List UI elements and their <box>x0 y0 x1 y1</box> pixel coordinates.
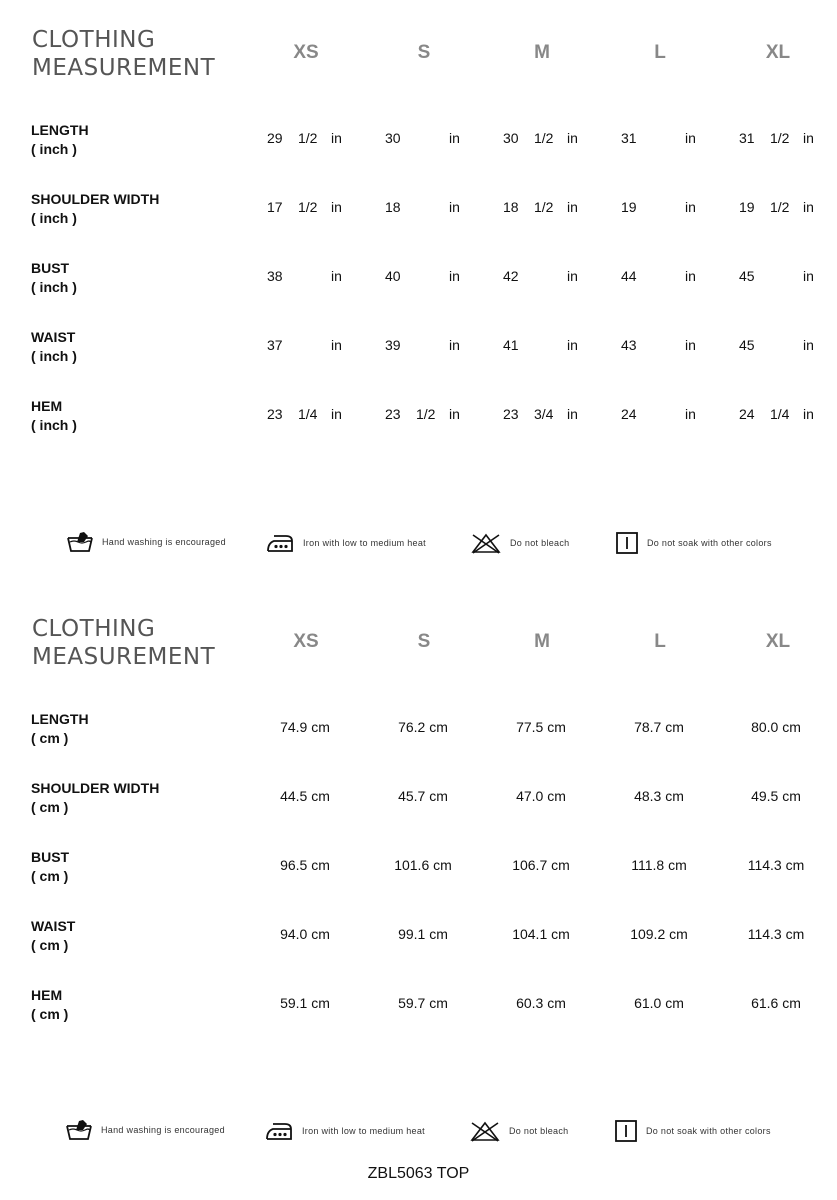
inch-value-whole: 42 <box>503 268 519 284</box>
cm-value: 78.7 cm <box>634 719 684 735</box>
inch-unit: in <box>803 199 814 215</box>
inch-value-whole: 24 <box>739 406 755 422</box>
inch-value-whole: 24 <box>621 406 637 422</box>
cm-value: 114.3 cm <box>747 857 805 873</box>
cm-value: 80.0 cm <box>751 719 801 735</box>
inch-value-whole: 30 <box>385 130 401 146</box>
care-item-no-bleach: Do not bleach <box>469 1120 568 1142</box>
cm-value: 106.7 cm <box>512 857 570 873</box>
size-header-l: L <box>654 42 666 63</box>
cm-value: 94.0 cm <box>280 926 330 942</box>
row-label-hem: HEM ( inch ) <box>31 398 77 433</box>
inch-value-whole: 43 <box>621 337 637 353</box>
inch-value-whole: 41 <box>503 337 519 353</box>
inch-unit: in <box>449 130 460 146</box>
inch-value-whole: 45 <box>739 337 755 353</box>
care-item-no-soak: Do not soak with other colors <box>614 1119 771 1143</box>
cm-value: 101.6 cm <box>394 857 452 873</box>
inch-unit: in <box>685 337 696 353</box>
section-title: CLOTHING MEASUREMENT <box>32 616 216 670</box>
size-header-xl: XL <box>765 42 791 63</box>
iron-icon <box>265 532 295 554</box>
size-header-s: S <box>417 631 431 652</box>
inch-value-whole: 45 <box>739 268 755 284</box>
cm-value: 48.3 cm <box>634 788 684 804</box>
inch-unit: in <box>567 130 578 146</box>
inch-unit: in <box>685 268 696 284</box>
hand-wash-icon <box>65 1118 93 1142</box>
inch-value-fraction: 1/2 <box>416 406 436 422</box>
inch-unit: in <box>567 199 578 215</box>
inch-unit: in <box>567 337 578 353</box>
row-label-waist: WAIST ( cm ) <box>31 918 76 953</box>
row-label-shoulder-width: SHOULDER WIDTH ( inch ) <box>31 191 160 226</box>
inch-unit: in <box>685 199 696 215</box>
care-item-iron: Iron with low to medium heat <box>264 1120 425 1142</box>
size-header-xl: XL <box>765 631 791 652</box>
inch-value-fraction: 1/2 <box>534 199 554 215</box>
section-title: CLOTHING MEASUREMENT <box>32 27 216 81</box>
row-label-length: LENGTH ( inch ) <box>31 122 89 157</box>
inch-value-whole: 23 <box>385 406 401 422</box>
inch-value-whole: 23 <box>267 406 283 422</box>
care-item-no-soak: Do not soak with other colors <box>615 531 772 555</box>
cm-value: 61.6 cm <box>751 995 801 1011</box>
inch-value-whole: 39 <box>385 337 401 353</box>
cm-value: 109.2 cm <box>630 926 688 942</box>
inch-value-whole: 19 <box>621 199 637 215</box>
row-label-length: LENGTH ( cm ) <box>31 711 89 746</box>
no-bleach-icon <box>469 1120 501 1142</box>
inch-value-fraction: 1/4 <box>298 406 318 422</box>
size-header-m: M <box>534 42 550 63</box>
inch-unit: in <box>449 268 460 284</box>
product-code: ZBL5063 TOP <box>367 1165 470 1182</box>
inch-value-whole: 30 <box>503 130 519 146</box>
care-item-iron: Iron with low to medium heat <box>265 532 426 554</box>
row-label-hem: HEM ( cm ) <box>31 987 69 1022</box>
cm-value: 59.1 cm <box>280 995 330 1011</box>
row-label-shoulder-width: SHOULDER WIDTH ( cm ) <box>31 780 160 815</box>
row-label-waist: WAIST ( inch ) <box>31 329 77 364</box>
inch-unit: in <box>803 130 814 146</box>
no-bleach-icon <box>470 532 502 554</box>
size-header-m: M <box>534 631 550 652</box>
cm-value: 44.5 cm <box>280 788 330 804</box>
size-header-xs: XS <box>293 631 319 652</box>
cm-value: 74.9 cm <box>280 719 330 735</box>
cm-value: 99.1 cm <box>398 926 448 942</box>
inch-unit: in <box>331 130 342 146</box>
cm-value: 114.3 cm <box>747 926 805 942</box>
hand-wash-icon <box>66 530 94 554</box>
cm-value: 77.5 cm <box>516 719 566 735</box>
inch-unit: in <box>331 199 342 215</box>
inch-value-fraction: 1/2 <box>534 130 554 146</box>
no-soak-icon <box>615 531 639 555</box>
inch-value-whole: 40 <box>385 268 401 284</box>
inch-unit: in <box>685 406 696 422</box>
inch-value-whole: 31 <box>621 130 637 146</box>
cm-value: 61.0 cm <box>634 995 684 1011</box>
inch-unit: in <box>331 268 342 284</box>
inch-value-fraction: 1/2 <box>298 130 318 146</box>
care-item-hand-wash: Hand washing is encouraged <box>65 1118 225 1142</box>
inch-unit: in <box>803 406 814 422</box>
inch-unit: in <box>331 337 342 353</box>
cm-value: 111.8 cm <box>631 857 687 873</box>
inch-value-fraction: 3/4 <box>534 406 554 422</box>
inch-unit: in <box>331 406 342 422</box>
inch-value-whole: 23 <box>503 406 519 422</box>
inch-unit: in <box>449 337 460 353</box>
cm-value: 47.0 cm <box>516 788 566 804</box>
cm-value: 76.2 cm <box>398 719 448 735</box>
inch-unit: in <box>449 406 460 422</box>
inch-unit: in <box>803 268 814 284</box>
cm-value: 59.7 cm <box>398 995 448 1011</box>
cm-value: 45.7 cm <box>398 788 448 804</box>
inch-value-fraction: 1/2 <box>770 130 790 146</box>
inch-value-whole: 18 <box>385 199 401 215</box>
no-soak-icon <box>614 1119 638 1143</box>
inch-unit: in <box>803 337 814 353</box>
row-label-bust: BUST ( inch ) <box>31 260 77 295</box>
inch-unit: in <box>685 130 696 146</box>
inch-value-whole: 19 <box>739 199 755 215</box>
cm-value: 96.5 cm <box>280 857 330 873</box>
size-header-s: S <box>417 42 431 63</box>
size-header-xs: XS <box>293 42 319 63</box>
iron-icon <box>264 1120 294 1142</box>
inch-value-whole: 37 <box>267 337 283 353</box>
inch-value-fraction: 1/4 <box>770 406 790 422</box>
row-label-bust: BUST ( cm ) <box>31 849 70 884</box>
inch-value-whole: 38 <box>267 268 283 284</box>
inch-value-fraction: 1/2 <box>770 199 790 215</box>
inch-value-whole: 17 <box>267 199 283 215</box>
inch-value-whole: 31 <box>739 130 755 146</box>
care-item-no-bleach: Do not bleach <box>470 532 569 554</box>
care-item-hand-wash: Hand washing is encouraged <box>66 530 226 554</box>
inch-unit: in <box>449 199 460 215</box>
inch-value-whole: 44 <box>621 268 637 284</box>
inch-value-whole: 18 <box>503 199 519 215</box>
cm-value: 104.1 cm <box>512 926 570 942</box>
cm-value: 60.3 cm <box>516 995 566 1011</box>
inch-value-fraction: 1/2 <box>298 199 318 215</box>
size-header-l: L <box>654 631 666 652</box>
inch-unit: in <box>567 406 578 422</box>
inch-unit: in <box>567 268 578 284</box>
inch-value-whole: 29 <box>267 130 283 146</box>
cm-value: 49.5 cm <box>751 788 801 804</box>
